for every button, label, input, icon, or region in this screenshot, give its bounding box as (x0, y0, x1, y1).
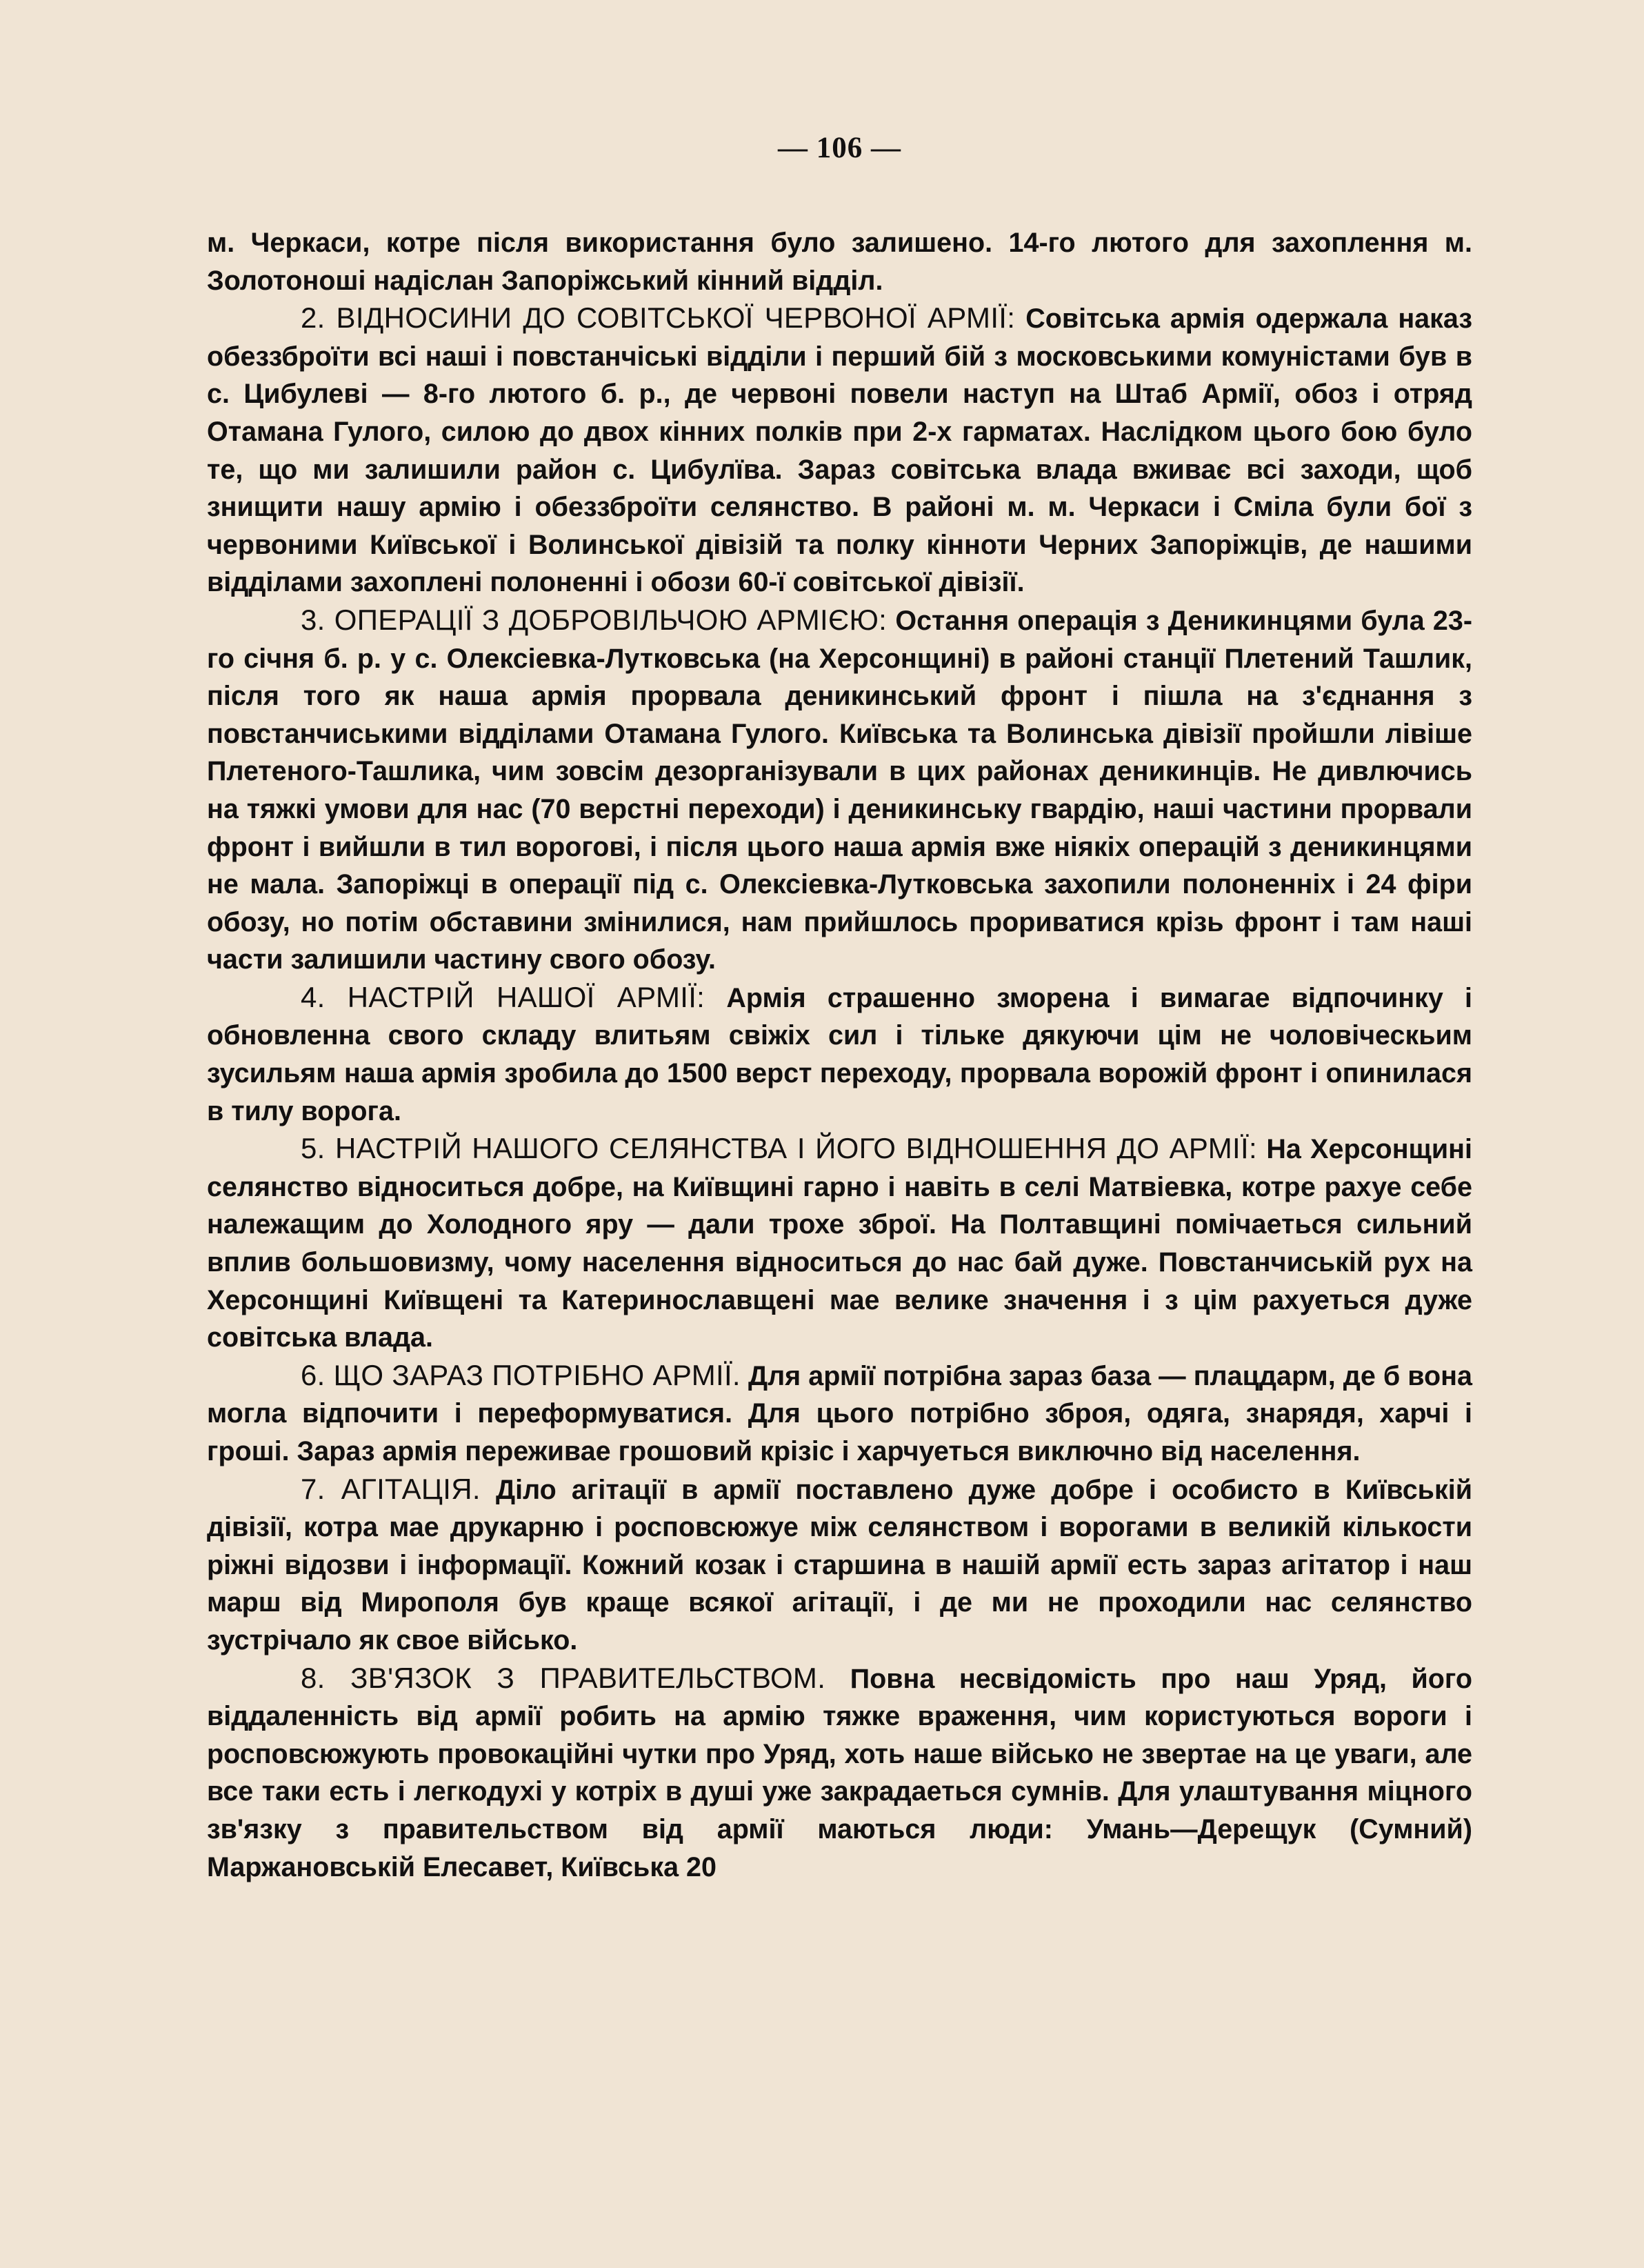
page-number: — 106 — (778, 132, 901, 164)
section-heading: 4. НАСТРІЙ НАШОЇ АРМІЇ: (301, 980, 705, 1013)
section-heading: 6. ЩО ЗАРАЗ ПОТРІБНО АРМІЇ. (301, 1358, 741, 1391)
section-7-paragraph (207, 1471, 1472, 1660)
section-4-paragraph (207, 979, 1472, 1130)
section-5-paragraph (207, 1130, 1472, 1357)
section-heading: 2. ВІДНОСИНИ ДО СОВІТСЬКОЇ ЧЕРВОНОЇ АРМІЇ: (301, 301, 1016, 335)
section-8-paragraph (207, 1660, 1472, 1887)
section-text: Остання операція з Деникинцями була 23-го січня б. р. у с. Олексіевка-Лутковська (на Херсонщині) в районі станції Плетений Ташлик, після того як наша армія прорвала деникинський фронт і пішла на з'єднання з повстанчиськими відділами Отамана Гулого. Київська та Волинська дівізії пройшли лівіше Плетеного-Ташлика, чим зовсім дезорганізували в цих районах деникинців. Не дивлючись на тяжкі умови для нас (70 верстні переходи) і деникинську гвардію, наші частини прорвали фронт і вийшли в тил ворогові, і після цього наша армія вже ніякіх операцій з деникинцями не мала. Запоріжці в операції під с. Олексіевка-Лутковська захопили полоненніх і 24 фіри обозу, но потім обставини змінилися, нам прийшлось прориватися крізь фронт і там наші части залишили частину свого обозу. (207, 605, 1472, 975)
section-heading: 7. АГІТАЦІЯ. (301, 1472, 481, 1505)
section-2-paragraph (207, 299, 1472, 601)
section-heading: 8. ЗВ'ЯЗОК З ПРАВИТЕЛЬСТВОМ. (301, 1661, 826, 1694)
document-page (207, 128, 1472, 1886)
intro-paragraph: м. Черкаси, котре після використання було залишено. 14-го лютого для захоплення м. Золотоноші надіслан Запоріжський кінний відділ. (207, 228, 1472, 296)
section-heading: 5. НАСТРІЙ НАШОГО СЕЛЯНСТВА І ЙОГО ВІДНОШЕННЯ ДО АРМІЇ: (301, 1132, 1257, 1165)
section-6-paragraph (207, 1357, 1472, 1471)
section-text: Повна несвідомість про наш Уряд, його віддаленність від армії робить на армію тяжке враження, чим користуються вороги і росповсюжують провокаційні чутки про Уряд, хоть наше військо не звертае на це уваги, але все таки есть і легкодухі у котріх в душі уже закрадаеться сумнів. Для улаштування міцного зв'язку з правительством від армії маються люди: Умань—Дерещук (Сумний) Маржановській Елесавет, Київська 20 (207, 1663, 1472, 1882)
section-text: На Херсонщині селянство відноситься добре, на Київщині гарно і навіть в селі Матвіевка, котре рахуе себе належащим до Холодного яру — дали трохе зброї. На Полтавщині помічаеться сильний вплив большовизму, чому населення відноситься до нас бай дуже. Повстанчиській рух на Херсонщині Київщені та Катеринославщені мае велике значення і з цім рахуеться дуже совітська влада. (207, 1134, 1472, 1353)
section-text: Совітська армія одержала наказ обеззброїти всі наші і повстанчіські відділи і перший бій з московськими комуністами був в с. Цибулеві — 8-го лютого б. р., де червоні повели наступ на Штаб Армії, обоз і отряд Отамана Гулого, силою до двох кінних полків при 2-х гарматах. Наслідком цього бою було те, що ми залишили район с. Цибулїва. Зараз совітська влада вживає всі заходи, щоб знищити нашу армію і обеззброїти селянство. В районі м. м. Черкаси і Сміла були бої з червоними Київської і Волинської дівізій та полку кінноти Черних Запоріжців, де нашими відділами захоплені полоненні і обози 60-ї совітської дівізії. (207, 304, 1472, 598)
section-3-paragraph (207, 601, 1472, 979)
section-text: Армія страшенно зморена і вимагае відпочинку і обновленна свого складу влитьям свіжіх сил і тільке дякуючи цім не чоловіческьим зусильям наша армія зробила до 1500 верст переходу, прорвала ворожій фронт і опинилася в тилу ворога. (207, 982, 1472, 1126)
section-heading: 3. ОПЕРАЦІЇ З ДОБРОВІЛЬЧОЮ АРМІЄЮ: (301, 603, 888, 636)
section-text: Для армії потрібна зараз база — плацдарм, де б вона могла відпочити і переформуватися. Для цього потрібно зброя, одяга, знарядя, харчі і гроші. Зараз армія переживае грошовий крізіс і харчуеться виключно від населення. (207, 1360, 1472, 1466)
section-text: Діло агітації в армії поставлено дуже добре і особисто в Київській дівізії, котра мае друкарню і росповсюжуе між селянством і ворогами в великій кількости ріжні відозви і інформації. Кожний козак і старшина в нашій армії есть зараз агітатор і наш марш від Мирополя був краще всякої агітації, і де ми не проходили нас селянство зустрічало як свое військо. (207, 1474, 1472, 1655)
